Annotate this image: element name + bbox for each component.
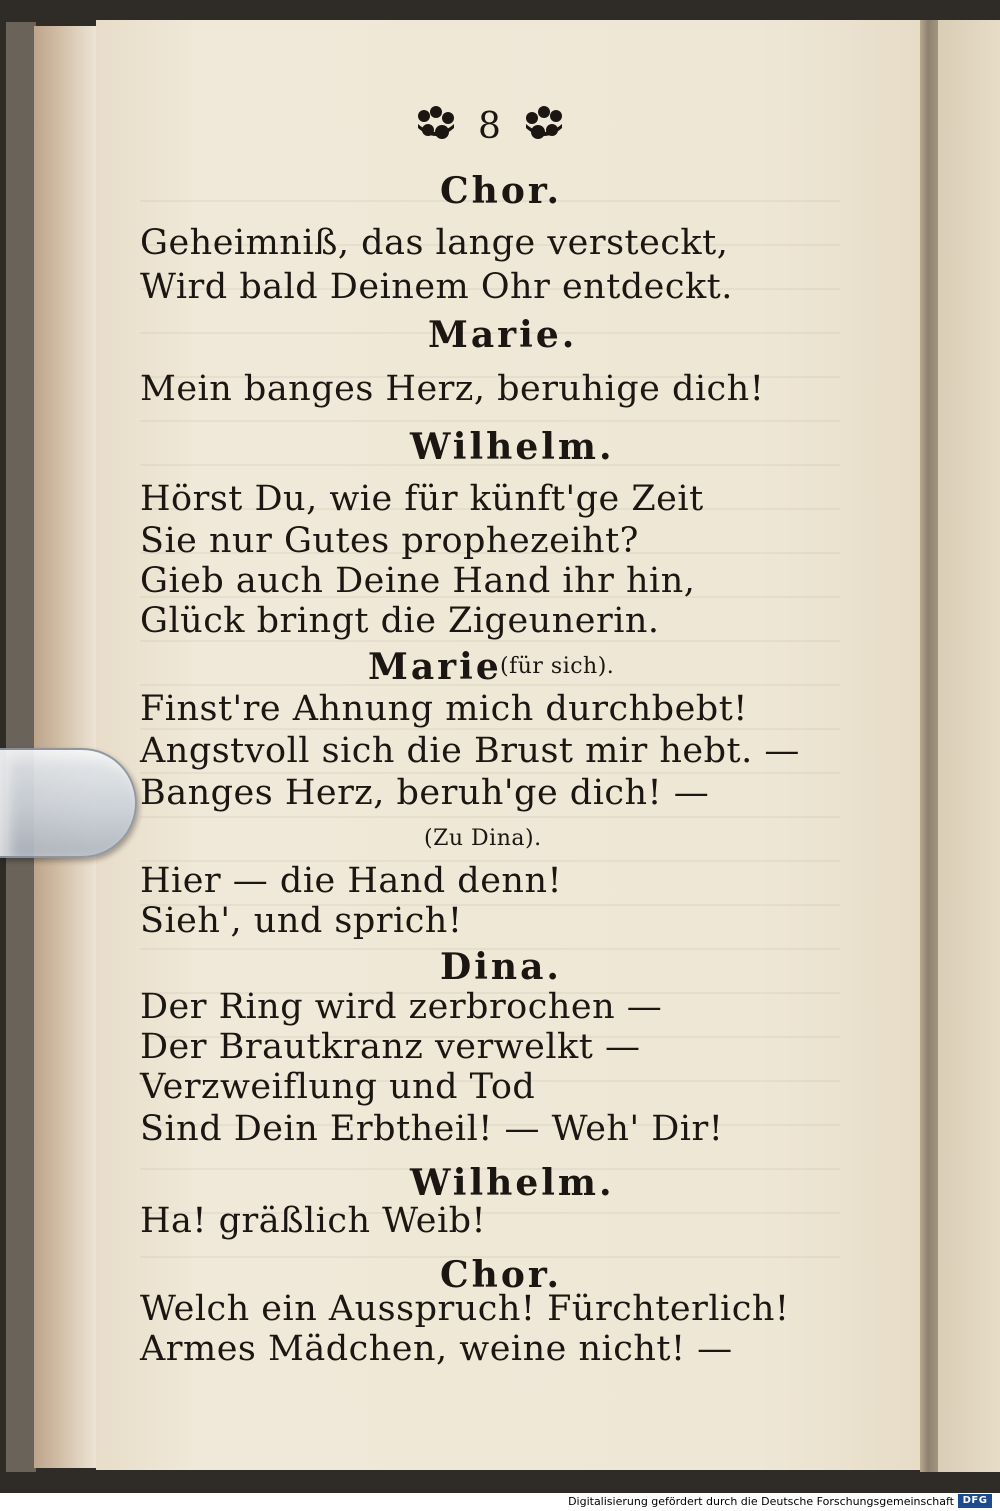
facing-page-edge bbox=[938, 20, 1000, 1472]
verse-line: Banges Herz, beruh'ge dich! — bbox=[140, 773, 710, 813]
left-ornament-icon bbox=[414, 104, 458, 144]
verse-line: Angstvoll sich die Brust mir hebt. — bbox=[140, 731, 800, 771]
verse-line: Welch ein Ausspruch! Fürchterlich! bbox=[140, 1289, 790, 1329]
speaker-heading: Wilhelm. bbox=[410, 426, 615, 468]
verse-line: Sie nur Gutes prophezeiht? bbox=[140, 521, 639, 561]
stage-direction: (für sich). bbox=[500, 654, 615, 679]
page-edges bbox=[34, 26, 98, 1468]
speaker-heading: Dina. bbox=[440, 946, 562, 988]
verse-line: Ha! gräßlich Weib! bbox=[140, 1201, 487, 1241]
verse-line: Sind Dein Erbtheil! — Weh' Dir! bbox=[140, 1109, 724, 1149]
verse-line: Finst're Ahnung mich durchbebt! bbox=[140, 689, 748, 729]
verse-line: Gieb auch Deine Hand ihr hin, bbox=[140, 561, 696, 601]
speaker-heading: Chor. bbox=[440, 1254, 563, 1296]
speaker-heading: Wilhelm. bbox=[410, 1162, 615, 1204]
book-cover-edge bbox=[6, 22, 36, 1472]
verse-line: Hier — die Hand denn! bbox=[140, 861, 563, 901]
verse-line: Mein banges Herz, beruhige dich! bbox=[140, 369, 765, 409]
digitization-credit: Digitalisierung gefördert durch die Deutsche Forschungsgemeinschaft bbox=[568, 1495, 954, 1508]
verse-line: Hörst Du, wie für künft'ge Zeit bbox=[140, 479, 704, 519]
verse-line: Glück bringt die Zigeunerin. bbox=[140, 601, 660, 641]
speaker-heading: Marie. bbox=[428, 314, 578, 356]
stage-direction: (Zu Dina). bbox=[424, 826, 542, 851]
verse-line: Armes Mädchen, weine nicht! — bbox=[140, 1329, 733, 1369]
right-ornament-icon bbox=[522, 104, 566, 144]
verse-line: Geheimniß, das lange versteckt, bbox=[140, 223, 729, 263]
book-gutter bbox=[920, 20, 940, 1472]
dfg-logo: DFG bbox=[958, 1494, 992, 1508]
verse-line: Der Ring wird zerbrochen — bbox=[140, 987, 663, 1027]
verse-line: Verzweiflung und Tod bbox=[140, 1067, 536, 1107]
verse-line: Sieh', und sprich! bbox=[140, 901, 463, 941]
verse-line: Der Brautkranz verwelkt — bbox=[140, 1027, 641, 1067]
page-clip bbox=[0, 748, 137, 858]
page-number: 8 bbox=[478, 106, 501, 147]
speaker-heading: Chor. bbox=[440, 170, 563, 212]
speaker-heading: Marie bbox=[368, 646, 502, 688]
verse-line: Wird bald Deinem Ohr entdeckt. bbox=[140, 267, 733, 307]
